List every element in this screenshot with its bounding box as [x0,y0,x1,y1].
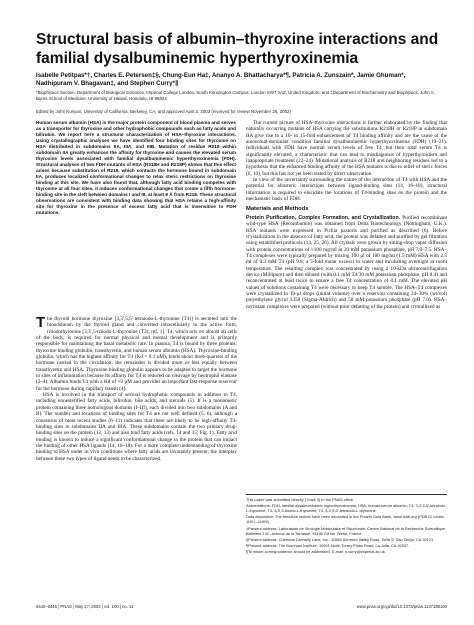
footnote: ∥To whom correspondence should be addressed. E-mail: s.curry@imperial.ac.uk. [246,549,386,555]
footnote: Abbreviations: FDH, familial dysalbuminemic hyperthyroxinemia; HSA, human serum albumin; T4, 3,3′,5,5′-tetraiodo-L-thyronine; T3, 3,3′,5-triiodo-L-thyronine; T4, 3,3′,5,5′-tetraiodo-L-thyronine. [246,503,447,514]
intro-paragraph-3: The current picture of HSA–thyroxine interactions is further elaborated by the finding that naturally occurring mutants of HSA carrying the substitutions R218H or R218P in subdomain IIA give rise to a 10- to 15-fold enhancement of T4 binding affinity and are the cause of the autosomal-dominant condition familial dysalbuminemic hyperthyroxinemia (FDH) (19–21). Individuals with FDH have normal serum levels of free T4, but their total serum T4 is significantly elevated, a characteristic that can lead to misdiagnosis of hyperthyroidism and inappropriate treatment (22–24). Mutational analysis of R218 and neighboring residues led to a hypothesis that the enhanced binding affinity of the HSA mutants is due to relief of steric forces (6, 10), but this has not yet been tested by direct observation. [246,120,447,177]
footnote: §Present address: Chemical Diversity Labs, Inc., 11558 Sorrento Valley Road, Suite 5, San Diego, CA 92121. [246,536,435,542]
affiliations: *Biophysics Section, Department of Biological Sciences, Imperial College London, South Kensington Campus, London SW7 2AZ, United Kingdom; and ‡Department of Biochemistry and Biophysics, John A. Burns School of Medicine, University of Hawaii, Honolulu, HI 96822 [36,90,435,101]
editor-note: Edited by John Kuriyan, University of California, Berkeley, CA, and approved April 2, 2003 (received for review November 26, 2002) [36,109,291,114]
abstract: Human serum albumin (HSA) is the major protein component of blood plasma and serves as a transporter for thyroxine and other hydrophobic compounds such as fatty acids and bilirubin. We report here a structural characterization of HSA–thyroxine interactions. Using crystallographic analyses we have identified four binding sites for thyroxine on HSA distributed in subdomains IIA, IIIA, and IIIB. Mutation of residue R218 within subdomain IIA greatly enhances the affinity for thyroxine and causes the elevated serum thyroxine levels associated with familial dysalbuminemic hyperthyroxinemia (FDH). Structural analyses of two FDH mutants of HSA (R218H and R218P) shows that this effect arises because substitution of R218, which contacts the hormone bound in subdomain IIA, produces localized conformational changes to relax steric restrictions on thyroxine binding at this site. We have also found that, although fatty acid binding competes with thyroxine at all four sites, it induces conformational changes that create a fifth hormone-binding site in the cleft between domains I and III, at least 9 Å from R218. These structural observations are consistent with binding data showing that HSA retains a high-affinity site for thyroxine in the presence of excess fatty acid that is insensitive to FDH mutations. [36,120,236,215]
methods-run-in-heading: Protein Purification, Complex Formation, and Crystallization. [246,214,401,221]
methods-paragraph [246,215,447,310]
author-list: Isabelle Petitpas*†, Charles E. Petersen‡§, Chung-Eun Ha‡, Ananyo A. Bhattacharya*¶, Patricia A. Zunszain*, Jamie Ghuman*, Nadhipuram V. Bhagavan‡, and Stephen Curry*∥ [36,72,406,87]
intro-paragraph-1 [36,316,237,392]
intro-paragraph-2: HSA is involved in the transport of several hydrophobic compounds in addition to T4, including nonesterified fatty acids, bilirubin, bile acids, and steroids (5). It is a monomeric protein containing three homologous domains (I–III), each divided into two subdomains (A and B). The number and locations of binding sites for T4 are not well defined (5, 6), although a consensus of most recent studies (6–11) indicates that there are likely to be high-affinity T4-binding sites in subdomains IIA and IIIA. These subdomains contain the two primary drug-binding sites on the protein (12, 13) and also bind fatty acids (refs. 14 and 15; Fig. 1). Fatty acid binding is known to induce a significant conformational change in the protein that can impact the binding of other HSA ligands (14, 16–18). For a more complete understanding of thyroxine binding to HSA under in vivo conditions where fatty acids are invariably present, the interplay between these two types of ligand needs to be characterized. [36,392,237,462]
intro-paragraph-4: In view of the uncertainty surrounding the nature of the interaction of T4 with HSA and the potential for allosteric interactions between ligand-binding sites (14, 16–18), structural information is required to elucidate the locations of T4-binding sites on the protein and the mechanistic basis of FDH. [246,177,447,203]
section-heading-methods: Materials and Methods [246,206,309,213]
footer-citation: 6440–6445 | PNAS | May 27, 2003 | vol. 100 | no. 11 [36,604,134,609]
methods-text: Purified recombinant wild-type HSA (Recombumin) was obtained from Delta Biotechnology (Nottingham, U.K.). HSA mutants were expressed in Pichia pastoris and purified as described (6). Before crystallization in the absence of fatty acid, the protein was defatted and purified by gel filtration using established protocols (14, 25, 26). All crystals were grown by sitting-drop vapor diffusion with protein concentrations of ≈100 mg/ml in 20 mM potassium phosphate, pH 7.0–7.5. HSA–T4 complexes were typically prepared by mixing 100 μl of 100 mg/ml (1.5 mM) HSA with 2.5 ml of 0.3 mM T4 (pH 9.8; a 5-fold molar excess) in water and incubating overnight at room temperature. The resulting complex was concentrated by using a 10-kDa ultracentrifugation device (Millipore) and then diluted (with 0.1 mM T4/30 mM potassium phosphate, pH 8.4) and reconcentrated at least twice to ensure a free T4 concentration of 0.1 mM. The elevated pH values of solutions containing T4 were necessary to keep T4 soluble. The HSA–T4 complexes were crystallized in 10-μl drops (initial volume) over a reservoir containing 24–30% (wt/vol) polyethylene glycol 3350 (Sigma-Aldrich) and 50 mM potassium phosphate (pH 7.0). HSA–myristate complexes were prepared (without prior defatting of the protein) and crystallized as [246,214,447,310]
footer-doi-link[interactable]: www.pnas.org/cgi/doi/10.1073/pnas.1137188100 [356,604,447,609]
footnote: †Present address: Laboratoire de Virologie Moléculaire et Structurale, Centre National de la Recherche Scientifique, Bâtiment 14C, Avenue de la Terrasse, 91198 Gif sur Yvette, France. [246,525,446,536]
footnote: ¶Present address: The Burnham Institute, 10901 North Torrey Pines Road, La Jolla, CA 92037. [246,542,410,548]
body-column-right [246,120,447,310]
drop-cap: T [36,314,46,331]
footnote-divider [246,494,447,495]
intro-paragraph-1-text: he thyroid hormone thyroxine [3,3′,5,5′-tetraiodo-L-thyronine (T4)] is secreted into the bloodstream by the thyroid gland and converted intracellularly to the active form, triiodothyronine [3,3′,5-triiodo-L-thyronine (T3); ref. 1]. T4, which acts on almost all cells of the body, is required for normal physical and mental development and is primarily responsible for maintaining the basal metabolic rate. In plasma, T4 is bound by three proteins: thyroxine-binding globulin, transthyretin, and human serum albumin (HSA). Thyroxine-binding globulin, which has the highest affinity for T4 (Kd = 0.1 nM), binds about three-quarters of the hormone carried in the circulation; the remainder is divided more or less equally between transthyretin and HSA. Thyroxine binding globulin appears to be adapted to target the hormone to sites of inflammation because its affinity for T4 is reduced on cleavage by neutrophil elastase (2–4). Albumin binds T4 with a Kd of ≈2 μM and provides an important fast-response reservoir for the hormone during capillary transit (4). [36,316,237,392]
article-title: Structural basis of albumin–thyroxine interactions and familial dysalbuminemic hyperthyroxinemia [36,31,439,67]
footnotes [246,497,447,555]
footnote: This paper was submitted directly (Track II) to the PNAS office. [246,497,355,502]
body-column-left [36,316,237,462]
footnote: Data deposition: The structure factors have been deposited in the Protein Data Bank, www.rcsb.org (PDB ID codes 1HK1–1HK5). [246,514,444,525]
